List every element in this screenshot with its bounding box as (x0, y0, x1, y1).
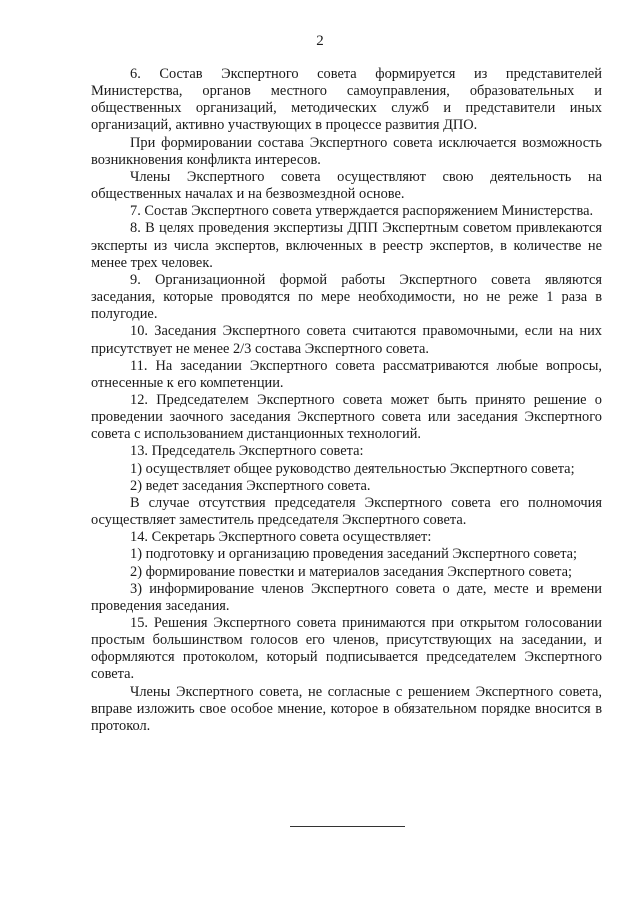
paragraph-dissenting-opinion: Члены Экспертного совета, не согласные с решением Экспертного совета, вправе изложить свое особое мнение, которое в обязательном порядке вносится в протокол. (91, 683, 602, 734)
page-number: 2 (316, 33, 324, 49)
paragraph-13-chairman: 13. Председатель Экспертного совета: (130, 443, 364, 460)
end-of-text-rule (290, 826, 405, 827)
list-item-secretary-2: 2) формирование повестки и материалов заседания Экспертного совета; (130, 563, 572, 580)
paragraph-12-remote-meeting: 12. Председателем Экспертного совета может быть принято решение о проведении заочного заседания Экспертного совета или заседания Экспертного совета с использованием дистанционных технологий. (91, 391, 602, 443)
paragraph-6-composition: 6. Состав Экспертного совета формируется из представителей Министерства, органов местного самоуправления, образовательных и общественных организаций, методических служб и представители иных организаций, активно участвующих в процессе развития ДПО. (91, 66, 602, 134)
paragraph-10-quorum: 10. Заседания Экспертного совета считаются правомочными, если на них присутствует не менее 2/3 состава Экспертного совета. (91, 323, 602, 357)
paragraph-11-competence: 11. На заседании Экспертного совета рассматриваются любые вопросы, отнесенные к его компетенции. (91, 357, 602, 391)
paragraph-7-approval: 7. Состав Экспертного совета утверждается распоряжением Министерства. (130, 203, 594, 220)
paragraph-14-secretary: 14. Секретарь Экспертного совета осуществляет: (130, 529, 432, 546)
paragraph-conflict-of-interest: При формировании состава Экспертного совета исключается возможность возникновения конфликта интересов. (91, 134, 602, 168)
paragraph-deputy-chairman: В случае отсутствия председателя Экспертного совета его полномочия осуществляет заместитель председателя Экспертного совета. (91, 494, 602, 529)
list-item-secretary-3: 3) информирование членов Экспертного совета о дате, месте и времени проведения заседания. (91, 580, 602, 614)
list-item-secretary-1: 1) подготовку и организацию проведения заседаний Экспертного совета; (130, 546, 578, 563)
paragraph-voluntary-basis: Члены Экспертного совета осуществляют свою деятельность на общественных началах и на безвозмездной основе. (91, 168, 602, 203)
list-item-chairman-2: 2) ведет заседания Экспертного совета. (130, 477, 371, 494)
paragraph-8-experts: 8. В целях проведения экспертизы ДПП Экспертным советом привлекаются эксперты из числа экспертов, включенных в реестр экспертов, в количестве не менее трех человек. (91, 220, 602, 271)
document-body (91, 66, 602, 735)
list-item-chairman-1: 1) осуществляет общее руководство деятельностью Экспертного совета; (130, 460, 575, 477)
paragraph-15-decisions: 15. Решения Экспертного совета принимаются при открытом голосовании простым большинством голосов его членов, присутствующих на заседании, и оформляются протоколом, который подписывается председателем Экспертного совета. (91, 615, 602, 683)
paragraph-9-meetings: 9. Организационной формой работы Экспертного совета являются заседания, которые проводятся по мере необходимости, но не реже 1 раза в полугодие. (91, 271, 602, 323)
